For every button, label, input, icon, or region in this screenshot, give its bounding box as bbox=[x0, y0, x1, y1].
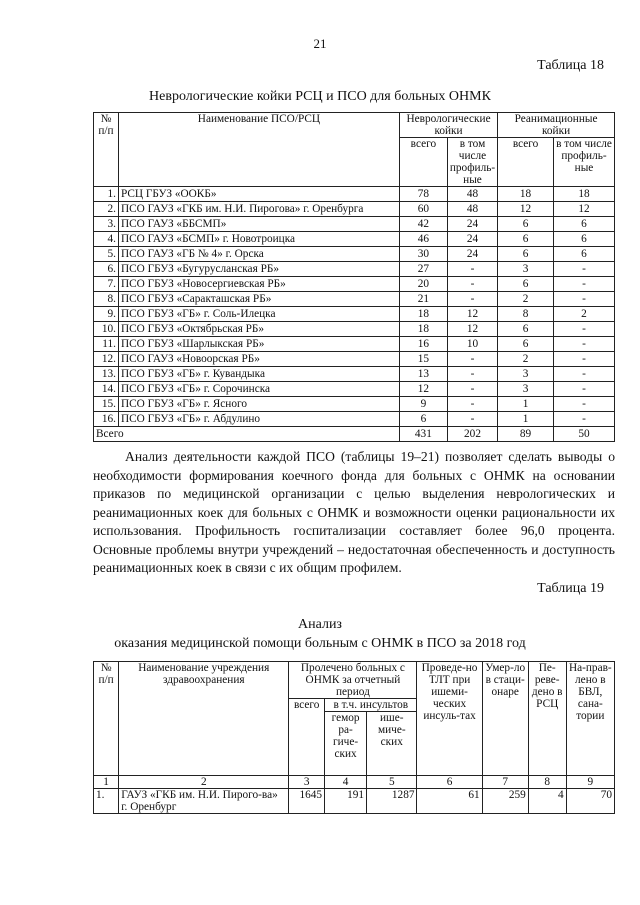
header-reanim-beds: Реанимационные койки bbox=[498, 113, 615, 138]
total-neuro-profile: 202 bbox=[447, 427, 497, 442]
neuro-profile: - bbox=[447, 367, 497, 382]
reanim-profile: - bbox=[554, 352, 615, 367]
table-row bbox=[94, 247, 615, 262]
t19-cell: 4 bbox=[528, 789, 566, 814]
row-name: ПСО ГАУЗ «БСМП» г. Новотроицка bbox=[118, 232, 399, 247]
table-18-label: Таблица 18 bbox=[537, 58, 604, 73]
row-name: ПСО ГБУЗ «Октябрьская РБ» bbox=[118, 322, 399, 337]
neuro-profile: 12 bbox=[447, 307, 497, 322]
reanim-profile: - bbox=[554, 382, 615, 397]
neuro-total: 30 bbox=[399, 247, 447, 262]
t19-header-referred: На-прав-лено в БВЛ, сана-тории bbox=[566, 662, 614, 776]
analysis-paragraph: Анализ деятельности каждой ПСО (таблицы 19–21) позволяет сделать выводы о необходимости формирования коечного фонда для больных с ОНМК на основании приказов по медицинской организации с целью выделения неврологических и реанимационных коек для больных с ОНМК и возможности оценки рациональности их использования. Профильность госпитализации составляет более 96,0 процента. Основные проблемы внутри учреждений – недостаточная обеспеченность и доступность реанимационных коек в связи с их общим профилем. bbox=[93, 449, 615, 575]
total-reanim-profile: 50 bbox=[554, 427, 615, 442]
row-num: 6. bbox=[94, 262, 119, 277]
row-num: 4. bbox=[94, 232, 119, 247]
row-num: 3. bbox=[94, 217, 119, 232]
neuro-total: 18 bbox=[399, 307, 447, 322]
table-row bbox=[94, 382, 615, 397]
column-number: 2 bbox=[119, 776, 289, 789]
reanim-total: 6 bbox=[498, 217, 554, 232]
neuro-profile: - bbox=[447, 397, 497, 412]
header-reanim-total: всего bbox=[498, 138, 554, 187]
table-19 bbox=[93, 661, 615, 814]
row-name: ПСО ГБУЗ «Новосергиевская РБ» bbox=[118, 277, 399, 292]
reanim-profile: - bbox=[554, 277, 615, 292]
neuro-total: 42 bbox=[399, 217, 447, 232]
reanim-profile: 12 bbox=[554, 202, 615, 217]
reanim-total: 6 bbox=[498, 322, 554, 337]
table-row bbox=[94, 262, 615, 277]
table-19-title-line1: Анализ bbox=[298, 617, 342, 632]
reanim-total: 2 bbox=[498, 292, 554, 307]
neuro-profile: 10 bbox=[447, 337, 497, 352]
row-num: 2. bbox=[94, 202, 119, 217]
neuro-profile: 24 bbox=[447, 247, 497, 262]
neuro-total: 9 bbox=[399, 397, 447, 412]
column-number: 7 bbox=[482, 776, 528, 789]
t19-cell: 191 bbox=[325, 789, 367, 814]
row-name: РСЦ ГБУЗ «ООКБ» bbox=[118, 187, 399, 202]
row-name: ПСО ГБУЗ «ГБ» г. Соль-Илецка bbox=[118, 307, 399, 322]
total-reanim-total: 89 bbox=[498, 427, 554, 442]
row-num: 7. bbox=[94, 277, 119, 292]
table-row bbox=[94, 292, 615, 307]
page-number: 21 bbox=[313, 36, 327, 51]
reanim-profile: - bbox=[554, 322, 615, 337]
row-num: 13. bbox=[94, 367, 119, 382]
neuro-profile: - bbox=[447, 382, 497, 397]
header-num: № п/п bbox=[94, 113, 119, 187]
reanim-profile: - bbox=[554, 262, 615, 277]
row-num: 16. bbox=[94, 412, 119, 427]
row-name: ПСО ГАУЗ «ГКБ им. Н.И. Пирогова» г. Оренбурга bbox=[118, 202, 399, 217]
reanim-total: 6 bbox=[498, 232, 554, 247]
reanim-total: 12 bbox=[498, 202, 554, 217]
reanim-profile: - bbox=[554, 367, 615, 382]
header-name: Наименование ПСО/РСЦ bbox=[118, 113, 399, 187]
reanim-profile: - bbox=[554, 412, 615, 427]
reanim-total: 18 bbox=[498, 187, 554, 202]
reanim-total: 1 bbox=[498, 397, 554, 412]
t19-header-incl-strokes: в т.ч. инсультов bbox=[325, 699, 417, 712]
reanim-total: 3 bbox=[498, 382, 554, 397]
table-row bbox=[94, 397, 615, 412]
table-row bbox=[94, 352, 615, 367]
header-neuro-total: всего bbox=[399, 138, 447, 187]
reanim-total: 6 bbox=[498, 337, 554, 352]
column-number: 6 bbox=[417, 776, 482, 789]
t19-cell: 1645 bbox=[289, 789, 325, 814]
row-num: 14. bbox=[94, 382, 119, 397]
table-18 bbox=[93, 112, 615, 442]
t19-cell: ГАУЗ «ГКБ им. Н.И. Пирого-ва» г. Оренбург bbox=[119, 789, 289, 814]
neuro-total: 16 bbox=[399, 337, 447, 352]
neuro-total: 27 bbox=[399, 262, 447, 277]
table-row bbox=[94, 367, 615, 382]
neuro-total: 60 bbox=[399, 202, 447, 217]
reanim-total: 3 bbox=[498, 262, 554, 277]
column-number: 9 bbox=[566, 776, 614, 789]
row-num: 9. bbox=[94, 307, 119, 322]
row-num: 12. bbox=[94, 352, 119, 367]
t19-header-tlt: Проведе-но ТЛТ при ишеми-ческих инсуль-тах bbox=[417, 662, 482, 776]
row-name: ПСО ГБУЗ «ГБ» г. Кувандыка bbox=[118, 367, 399, 382]
neuro-profile: - bbox=[447, 352, 497, 367]
reanim-total: 2 bbox=[498, 352, 554, 367]
neuro-profile: - bbox=[447, 277, 497, 292]
neuro-profile: 48 bbox=[447, 187, 497, 202]
table-row bbox=[94, 202, 615, 217]
row-name: ПСО ГАУЗ «ББСМП» bbox=[118, 217, 399, 232]
row-name: ПСО ГАУЗ «ГБ № 4» г. Орска bbox=[118, 247, 399, 262]
neuro-profile: 24 bbox=[447, 232, 497, 247]
t19-header-num: № п/п bbox=[94, 662, 119, 776]
table-row bbox=[94, 307, 615, 322]
reanim-profile: 6 bbox=[554, 232, 615, 247]
row-name: ПСО ГБУЗ «Шарлыкская РБ» bbox=[118, 337, 399, 352]
neuro-profile: 24 bbox=[447, 217, 497, 232]
table-19-title-line2: оказания медицинской помощи больным с ОНМК в ПСО за 2018 год bbox=[114, 636, 526, 651]
column-number: 3 bbox=[289, 776, 325, 789]
table-row bbox=[94, 187, 615, 202]
t19-header-died: Умер-ло в стаци-онаре bbox=[482, 662, 528, 776]
reanim-profile: 6 bbox=[554, 217, 615, 232]
neuro-total: 15 bbox=[399, 352, 447, 367]
row-num: 1. bbox=[94, 187, 119, 202]
table-row bbox=[94, 412, 615, 427]
neuro-total: 78 bbox=[399, 187, 447, 202]
reanim-profile: - bbox=[554, 337, 615, 352]
reanim-total: 6 bbox=[498, 277, 554, 292]
t19-header-ischemic: ише-миче-ских bbox=[367, 712, 417, 776]
row-name: ПСО ГБУЗ «Бугурусланская РБ» bbox=[118, 262, 399, 277]
table-row bbox=[94, 322, 615, 337]
neuro-profile: - bbox=[447, 412, 497, 427]
table-row bbox=[94, 337, 615, 352]
table-19-body bbox=[94, 789, 615, 814]
neuro-profile: - bbox=[447, 262, 497, 277]
neuro-profile: 12 bbox=[447, 322, 497, 337]
reanim-total: 8 bbox=[498, 307, 554, 322]
t19-header-total: всего bbox=[289, 699, 325, 776]
reanim-profile: - bbox=[554, 292, 615, 307]
total-label: Всего bbox=[94, 427, 400, 442]
neuro-total: 20 bbox=[399, 277, 447, 292]
neuro-profile: - bbox=[447, 292, 497, 307]
column-number: 8 bbox=[528, 776, 566, 789]
row-name: ПСО ГБУЗ «Саракташская РБ» bbox=[118, 292, 399, 307]
row-num: 15. bbox=[94, 397, 119, 412]
table-19-label: Таблица 19 bbox=[537, 581, 604, 596]
neuro-total: 46 bbox=[399, 232, 447, 247]
reanim-total: 1 bbox=[498, 412, 554, 427]
row-name: ПСО ГБУЗ «ГБ» г. Ясного bbox=[118, 397, 399, 412]
reanim-profile: 18 bbox=[554, 187, 615, 202]
table-18-title: Неврологические койки РСЦ и ПСО для больных ОНМК bbox=[149, 89, 491, 104]
column-number: 1 bbox=[94, 776, 119, 789]
t19-cell: 70 bbox=[566, 789, 614, 814]
row-num: 10. bbox=[94, 322, 119, 337]
t19-cell: 1287 bbox=[367, 789, 417, 814]
neuro-total: 13 bbox=[399, 367, 447, 382]
row-num: 11. bbox=[94, 337, 119, 352]
t19-header-treated: Пролечено больных с ОНМК за отчетный период bbox=[289, 662, 417, 699]
t19-cell: 259 bbox=[482, 789, 528, 814]
header-neuro-beds: Неврологические койки bbox=[399, 113, 497, 138]
t19-header-hemorrhagic: гемор ра-гиче-ских bbox=[325, 712, 367, 776]
t19-cell: 1. bbox=[94, 789, 119, 814]
t19-column-numbers bbox=[94, 776, 615, 789]
reanim-profile: - bbox=[554, 397, 615, 412]
header-reanim-profile: в том числе профиль-ные bbox=[554, 138, 615, 187]
total-row bbox=[94, 427, 615, 442]
reanim-total: 3 bbox=[498, 367, 554, 382]
t19-cell: 61 bbox=[417, 789, 482, 814]
t19-header-name: Наименование учреждения здравоохранения bbox=[119, 662, 289, 776]
neuro-total: 18 bbox=[399, 322, 447, 337]
reanim-total: 6 bbox=[498, 247, 554, 262]
neuro-profile: 48 bbox=[447, 202, 497, 217]
total-neuro-total: 431 bbox=[399, 427, 447, 442]
neuro-total: 21 bbox=[399, 292, 447, 307]
table-row bbox=[94, 217, 615, 232]
column-number: 4 bbox=[325, 776, 367, 789]
row-name: ПСО ГБУЗ «ГБ» г. Абдулино bbox=[118, 412, 399, 427]
reanim-profile: 6 bbox=[554, 247, 615, 262]
row-name: ПСО ГБУЗ «ГБ» г. Сорочинска bbox=[118, 382, 399, 397]
table-18-body bbox=[94, 187, 615, 442]
neuro-total: 6 bbox=[399, 412, 447, 427]
column-number: 5 bbox=[367, 776, 417, 789]
row-num: 8. bbox=[94, 292, 119, 307]
neuro-total: 12 bbox=[399, 382, 447, 397]
header-neuro-profile: в том числе профиль-ные bbox=[447, 138, 497, 187]
table-row bbox=[94, 232, 615, 247]
row-num: 5. bbox=[94, 247, 119, 262]
t19-header-transferred: Пе-реве-дено в РСЦ bbox=[528, 662, 566, 776]
reanim-profile: 2 bbox=[554, 307, 615, 322]
table-row bbox=[94, 277, 615, 292]
table-row bbox=[94, 789, 615, 814]
row-name: ПСО ГАУЗ «Новоорская РБ» bbox=[118, 352, 399, 367]
